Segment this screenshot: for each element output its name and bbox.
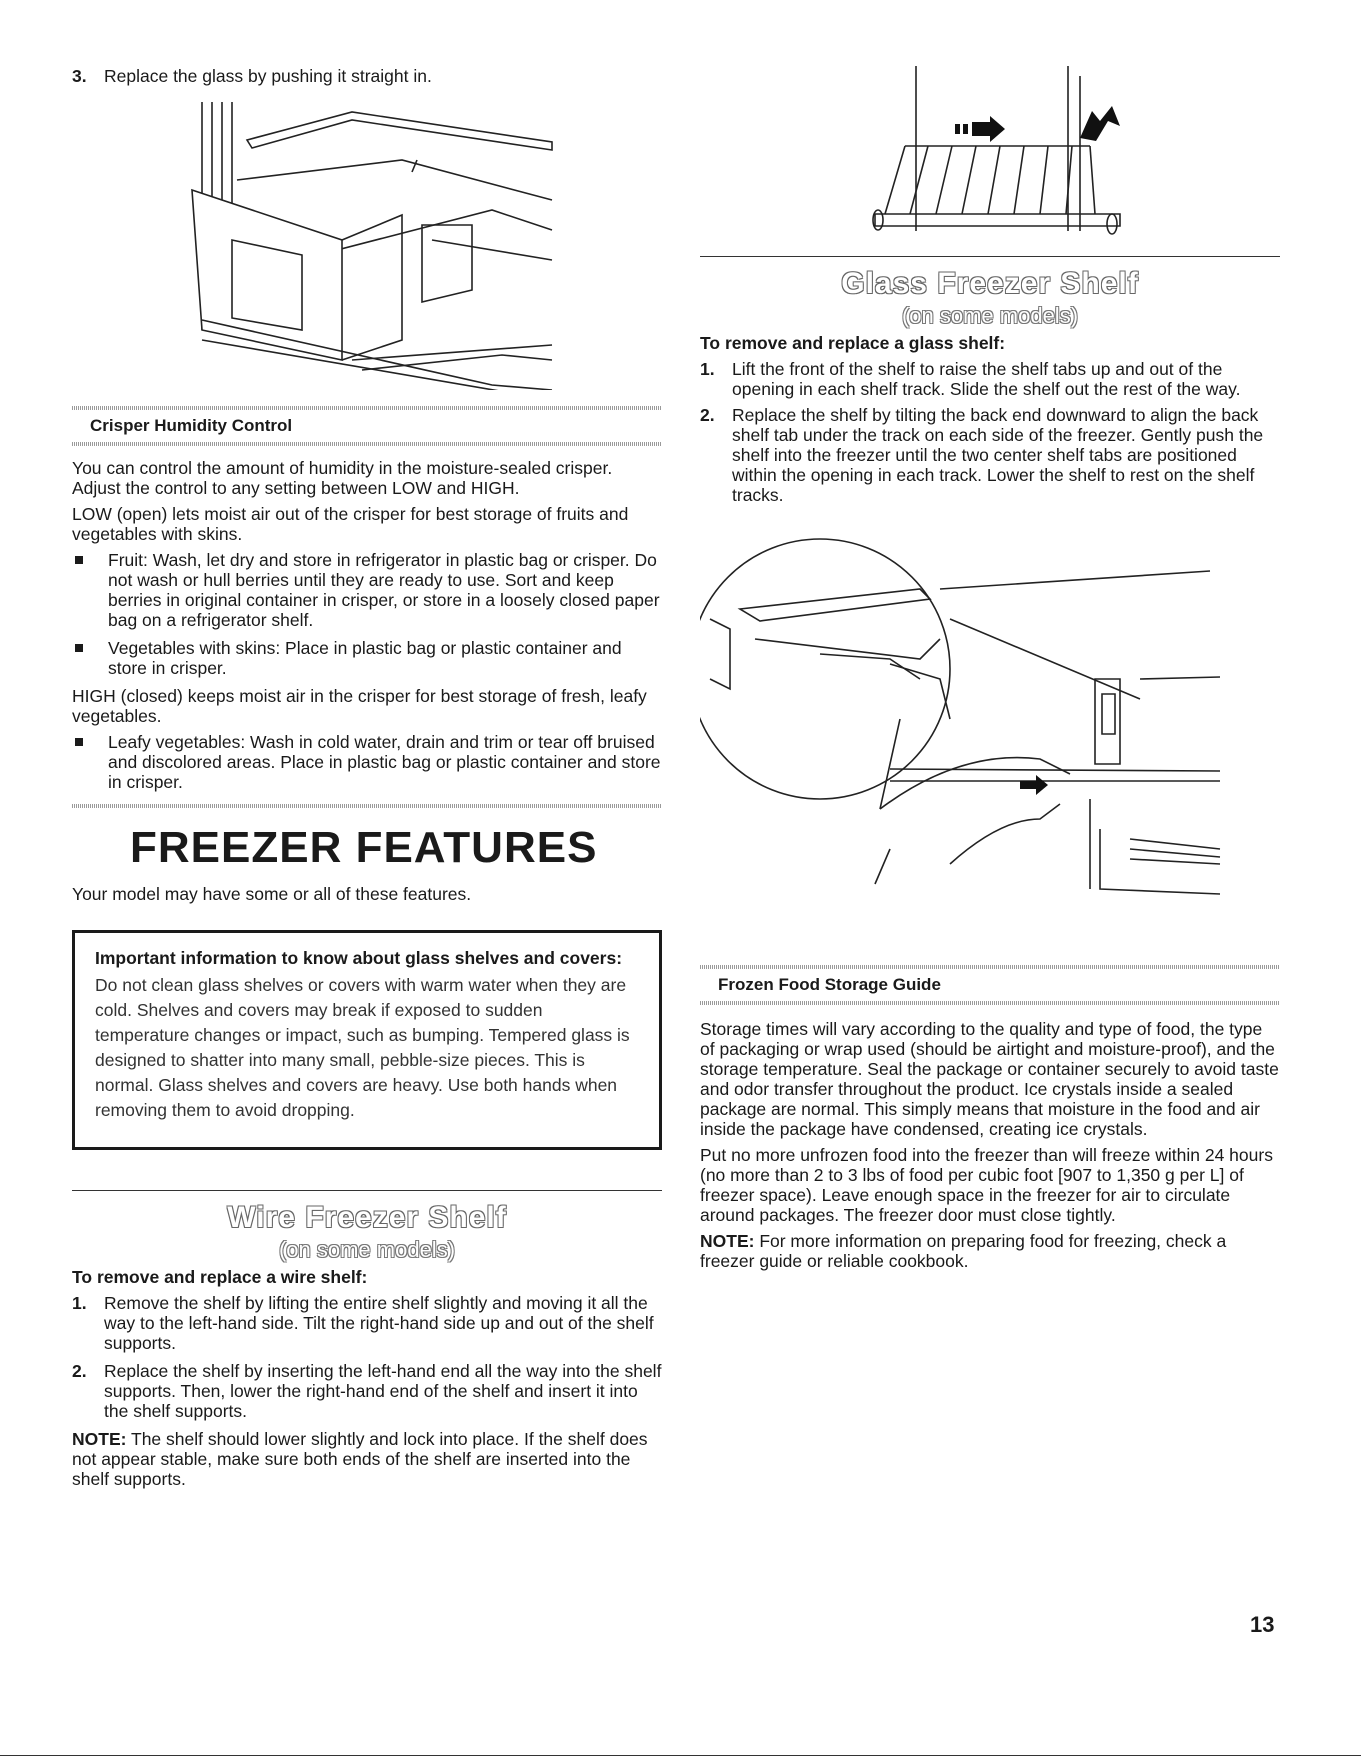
right-column [700, 66, 1280, 1271]
left-column [72, 66, 662, 1489]
footer-rule [0, 1755, 1361, 1756]
list-item: 1. Remove the shelf by lifting the entire shelf slightly and moving it all the way to the left-hand side. Tilt the right-hand side up and out of the shelf supports. [72, 1293, 654, 1353]
divider [700, 1001, 1280, 1005]
frozen-guide-heading: Frozen Food Storage Guide [718, 975, 941, 994]
divider [72, 442, 662, 446]
step-number: 3. [72, 66, 87, 86]
divider [72, 804, 662, 808]
important-body: Do not clean glass shelves or covers with warm water when they are cold. Shelves and covers may break if exposed to sudden temperature changes or impact, such as bumping. Tempered glass is designed to shatter into many small, pebble-size pieces. This is normal. Glass shelves and covers are heavy. Use both hands when removing them to avoid dropping. [95, 975, 630, 1120]
wire-shelf-title: Wire Freezer Shelf [227, 1201, 507, 1234]
crisper-illustration [72, 90, 662, 390]
crisper-heading: Crisper Humidity Control [90, 416, 293, 435]
wire-shelf-lead: To remove and replace a wire shelf: [72, 1267, 368, 1287]
step-3 [72, 66, 662, 86]
bullet-icon [72, 732, 108, 792]
arrow-up-icon [1080, 106, 1120, 141]
list-item: 2. Replace the shelf by inserting the left-hand end all the way into the shelf supports. Then, lower the right-hand end of the shelf and insert it into the shelf supports. [72, 1361, 662, 1421]
bullet-icon [72, 638, 108, 678]
page-number: 13 [1250, 1612, 1275, 1637]
step-text: Replace the glass by pushing it straight in. [104, 66, 432, 86]
divider [72, 1190, 662, 1191]
glass-shelf-subtitle: (on some models) [901, 303, 1079, 328]
arrow-right-icon [955, 116, 1005, 142]
crisper-high: HIGH (closed) keeps moist air in the crisper for best storage of fresh, leafy vegetables. [72, 686, 647, 726]
frozen-guide-p1: Storage times will vary according to the quality and type of food, the type of packaging or wrap used (should be airtight and moisture-proof), and the storage temperature. Seal the package or container securely to avoid taste and odor transfer throughout the product. Ice crystals inside a sealed package are normal. This simply means that moisture in the food and air inside the package have condensed, creating ice crystals. [700, 1019, 1279, 1139]
section-title: FREEZER FEATURES [130, 823, 598, 872]
section-intro: Your model may have some or all of these features. [72, 884, 472, 904]
list-item: Leafy vegetables: Wash in cold water, drain and trim or tear off bruised and discolored areas. Place in plastic bag or plastic container and store in crisper. [72, 732, 662, 792]
list-item: 2. Replace the shelf by tilting the back end downward to align the back shelf tab under the track on each side of the freezer. Gently push the shelf into the freezer until the two center shelf tabs are positioned within the opening in each track. Lower the shelf to rest on the shelf tracks. [700, 405, 1264, 505]
list-item: 1. Lift the front of the shelf to raise the shelf tabs up and out of the opening in each shelf track. Slide the shelf out the rest of the way. [700, 359, 1241, 399]
wire-shelf-note: NOTE: The shelf should lower slightly and lock into place. If the shelf does not appear stable, make sure both ends of the shelf are inserted into the shelf supports. [72, 1429, 648, 1489]
crisper-intro: You can control the amount of humidity in the moisture-sealed crisper. Adjust the control to any setting between LOW and HIGH. [72, 458, 613, 498]
important-heading: Important information to know about glass shelves and covers: [95, 948, 623, 968]
glass-shelf-illustration [700, 519, 1280, 959]
frozen-guide-note: NOTE: For more information on preparing food for freezing, check a freezer guide or reliable cookbook. [700, 1231, 1227, 1271]
frozen-guide-p2: Put no more unfrozen food into the freezer than will freeze within 24 hours (no more than 2 to 3 lbs of food per cubic foot [907 to 1,350 g per L] of freezer space). Leave enough space in the freezer for air to circulate around packages. The freezer door must close tightly. [700, 1145, 1273, 1225]
list-item: Vegetables with skins: Place in plastic bag or plastic container and store in crisper. [72, 638, 662, 678]
crisper-low: LOW (open) lets moist air out of the crisper for best storage of fruits and vegetables with skins. [72, 504, 629, 544]
bullet-icon [72, 550, 108, 630]
glass-shelf-title: Glass Freezer Shelf [841, 267, 1139, 300]
wire-shelf-subtitle: (on some models) [278, 1237, 456, 1262]
wire-shelf-illustration [700, 66, 1280, 256]
divider [700, 256, 1280, 257]
arrow-right-icon [1020, 775, 1048, 795]
important-box [72, 930, 662, 1150]
list-item: Fruit: Wash, let dry and store in refrigerator in plastic bag or crisper. Do not wash or hull berries until they are ready to use. Sort and keep berries in original container in crisper, or store in a loosely closed paper bag on a refrigerator shelf. [72, 550, 662, 630]
glass-shelf-lead: To remove and replace a glass shelf: [700, 333, 1006, 353]
